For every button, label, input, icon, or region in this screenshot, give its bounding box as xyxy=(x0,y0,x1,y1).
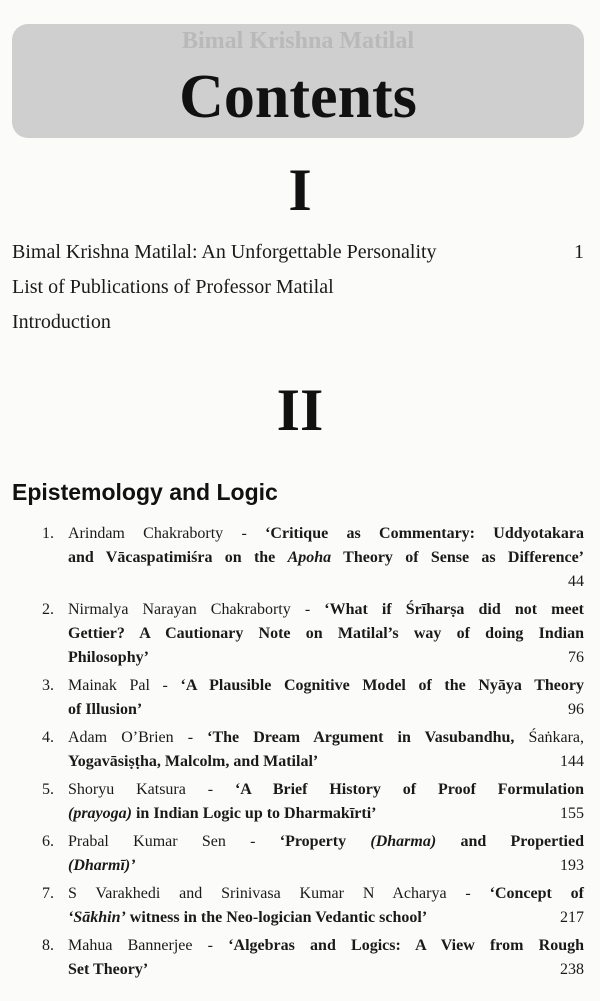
page-number: 144 xyxy=(560,753,584,770)
list-item[interactable] xyxy=(12,308,584,343)
entry-number: 4. xyxy=(42,729,54,746)
entry-line: Philosophy’ xyxy=(68,649,149,666)
page-number: 217 xyxy=(560,909,584,926)
page-number: 44 xyxy=(568,573,584,590)
entry-line: Set Theory’ xyxy=(68,961,149,978)
entry-number: 1. xyxy=(42,525,54,542)
toc-entry[interactable] xyxy=(24,882,584,930)
entry-author: Arindam Chakraborty - xyxy=(68,525,266,542)
entry-author: S Varakhedi and Srinivasa Kumar N Acharya - xyxy=(68,885,490,902)
entry-line: ‘Sākhin’ witness in the Neo-logician Vedantic school’ xyxy=(68,909,428,926)
entry-number: 2. xyxy=(42,601,54,618)
entry-author: Nirmalya Narayan Chakraborty - xyxy=(68,601,325,618)
page-number: 96 xyxy=(568,701,584,718)
page-number: 76 xyxy=(568,649,584,666)
entry-title: ‘Critique as Commentary: Uddyotakara xyxy=(265,525,584,542)
item-label: Bimal Krishna Matilal: An Unforgettable Personality xyxy=(12,241,437,263)
toc-entry[interactable] xyxy=(24,778,584,826)
entry-author: Mahua Bannerjee - xyxy=(68,937,229,954)
entry-line xyxy=(68,598,584,622)
entry-line: (Dharmī)’ xyxy=(68,857,136,874)
entry-line xyxy=(68,882,584,906)
toc-entry[interactable] xyxy=(24,726,584,774)
toc-entry[interactable] xyxy=(24,522,584,594)
toc-entry[interactable] xyxy=(24,674,584,722)
entry-line: Prabal Kumar Sen - ‘Property (Dharma) and Propertied xyxy=(68,833,584,850)
entry-number: 5. xyxy=(42,781,54,798)
entry-line xyxy=(68,522,584,546)
entry-line xyxy=(68,674,584,698)
page-number: 155 xyxy=(560,805,584,822)
item-label: List of Publications of Professor Matilal xyxy=(12,276,334,298)
entry-author: Adam O’Brien - xyxy=(68,729,208,746)
toc-entry[interactable] xyxy=(24,598,584,670)
list-item[interactable] xyxy=(12,273,584,308)
section-heading: Epistemology and Logic xyxy=(12,479,278,505)
entry-author: Shoryu Katsura - xyxy=(68,781,235,798)
page-title: Contents xyxy=(179,63,417,131)
entry-line: Yogavāsiṣṭha, Malcolm, and Matilal’ xyxy=(68,753,319,770)
toc-entry[interactable] xyxy=(24,830,584,878)
entry-title: ‘A Brief History of Proof Formulation xyxy=(234,781,585,798)
contents-header-band xyxy=(12,24,584,138)
entry-title: ‘What if Śrīharṣa did not meet xyxy=(324,601,584,618)
entry-number: 3. xyxy=(42,677,54,694)
entry-number: 7. xyxy=(42,885,54,902)
entry-number: 8. xyxy=(42,937,54,954)
entry-title: ‘Concept of xyxy=(489,885,585,902)
entry-line: Adam O’Brien - ‘The Dream Argument in Vasubandhu, Śaṅkara, xyxy=(68,729,585,746)
front-matter-list xyxy=(12,238,584,343)
entry-line xyxy=(68,778,584,802)
entry-line: (prayoga) in Indian Logic up to Dharmakīrti’ xyxy=(68,805,377,822)
item-label: Introduction xyxy=(12,311,111,333)
contents-entries xyxy=(24,522,584,986)
page-number: 1 xyxy=(574,241,584,263)
entry-title: ‘A Plausible Cognitive Model of the Nyāya Theory xyxy=(180,677,584,694)
list-item[interactable] xyxy=(12,238,584,273)
entry-line: and Vācaspatimiśra on the Apoha Theory of Sense as Difference’ xyxy=(68,549,584,566)
entry-title: ‘Property xyxy=(279,833,371,850)
part-numeral-one: I xyxy=(288,157,312,223)
entry-line: of Illusion’ xyxy=(68,701,143,718)
entry-line: Gettier? A Cautionary Note on Matilal’s way of doing Indian xyxy=(68,625,584,642)
entry-line xyxy=(68,934,584,958)
page-number: 193 xyxy=(560,857,584,874)
entry-number: 6. xyxy=(42,833,54,850)
toc-entry[interactable] xyxy=(24,934,584,982)
entry-author: Prabal Kumar Sen - xyxy=(68,833,280,850)
entry-title: ‘Algebras and Logics: A View from Rough xyxy=(228,937,585,954)
header-ghost-text: Bimal Krishna Matilal xyxy=(181,28,414,54)
page-number: 238 xyxy=(560,961,584,978)
part-numeral-two: II xyxy=(276,377,324,443)
entry-title: ‘The Dream Argument in Vasubandhu, xyxy=(207,729,529,746)
entry-author: Mainak Pal - xyxy=(68,677,181,694)
